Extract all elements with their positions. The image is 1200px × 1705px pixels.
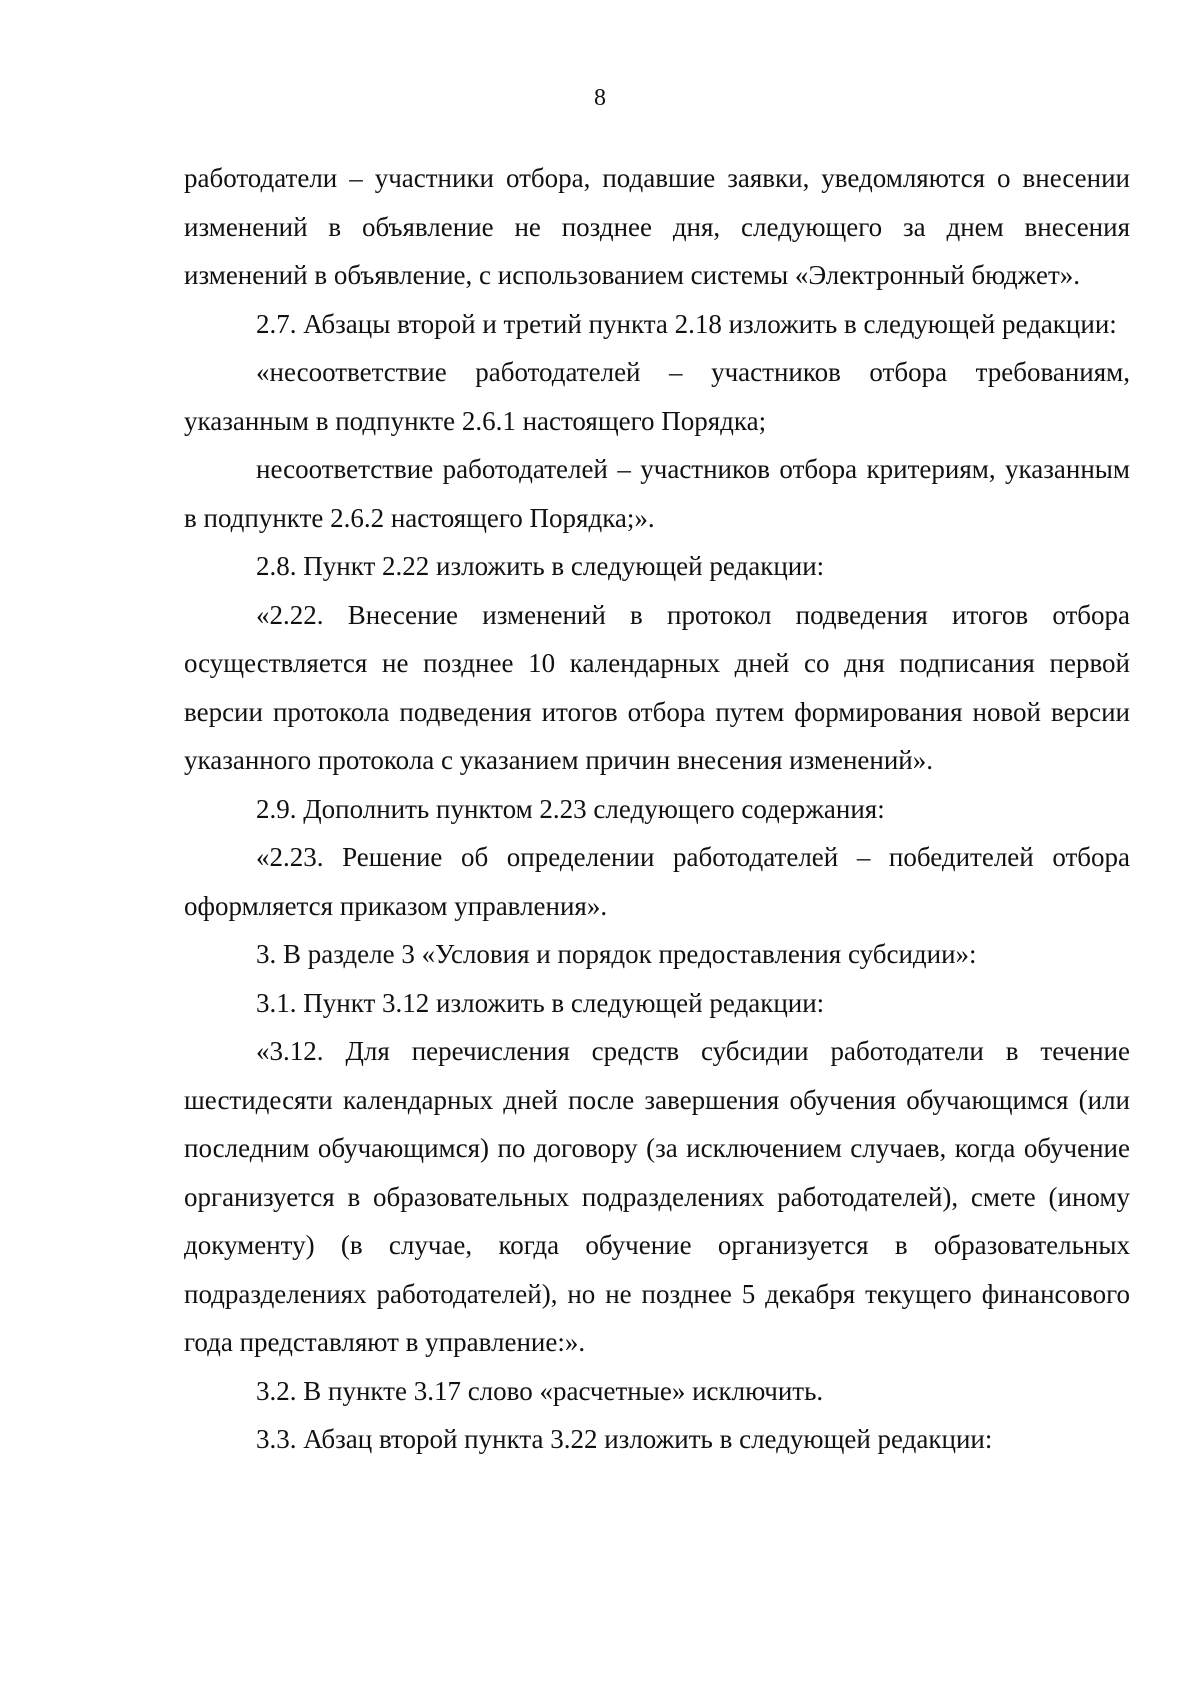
paragraph-section-3: 3. В разделе 3 «Условия и порядок предоставления субсидии»: (256, 939, 977, 969)
paragraph-quote-criteria: несоответствие работодателей – участников отбора критериям, указанным в подпункте 2.6.2 настоящего Порядка;». (184, 454, 1130, 533)
paragraph-quote-requirements: «несоответствие работодателей – участников отбора требованиям, указанным в подпункте 2.6.1 настоящего Порядка; (184, 357, 1130, 436)
paragraph-3-3: 3.3. Абзац второй пункта 3.22 изложить в следующей редакции: (256, 1424, 993, 1454)
paragraph-continuation: работодатели – участники отбора, подавшие заявки, уведомляются о внесении изменений в объявление не позднее дня, следующего за днем внесения изменений в объявление, с использованием системы «Электронный бюджет». (184, 163, 1130, 290)
paragraph-3-1: 3.1. Пункт 3.12 изложить в следующей редакции: (256, 987, 825, 1018)
paragraph-2-23: «2.23. Решение об определении работодателей – победителей отбора оформляется приказом управления». (184, 842, 1130, 921)
paragraph-3-12: «3.12. Для перечисления средств субсидии работодатели в течение шестидесяти календарных дней после завершения обучения обучающимся (или последним обучающимся) по договору (за исключением случаев, когда обучение организуется в образовательных подразделениях работодателей), смете (иному документу) (в случае, когда обучение организуется в образовательных подразделениях работодателей), но не позднее 5 декабря текущего финансового года представляют в управление:». (184, 1036, 1130, 1357)
paragraph-2-9: 2.9. Дополнить пунктом 2.23 следующего содержания: (256, 793, 885, 824)
page-number: 8 (594, 85, 606, 111)
paragraph-2-8: 2.8. Пункт 2.22 изложить в следующей редакции: (256, 551, 825, 581)
document-body (184, 154, 1130, 1464)
paragraph-2-7: 2.7. Абзацы второй и третий пункта 2.18 изложить в следующей редакции: (256, 308, 1117, 339)
paragraph-2-22: «2.22. Внесение изменений в протокол подведения итогов отбора осуществляется не позднее 10 календарных дней со дня подписания первой версии протокола подведения итогов отбора путем формирования новой версии указанного протокола с указанием причин внесения изменений». (184, 599, 1130, 775)
paragraph-3-2: 3.2. В пункте 3.17 слово «расчетные» исключить. (256, 1375, 824, 1406)
